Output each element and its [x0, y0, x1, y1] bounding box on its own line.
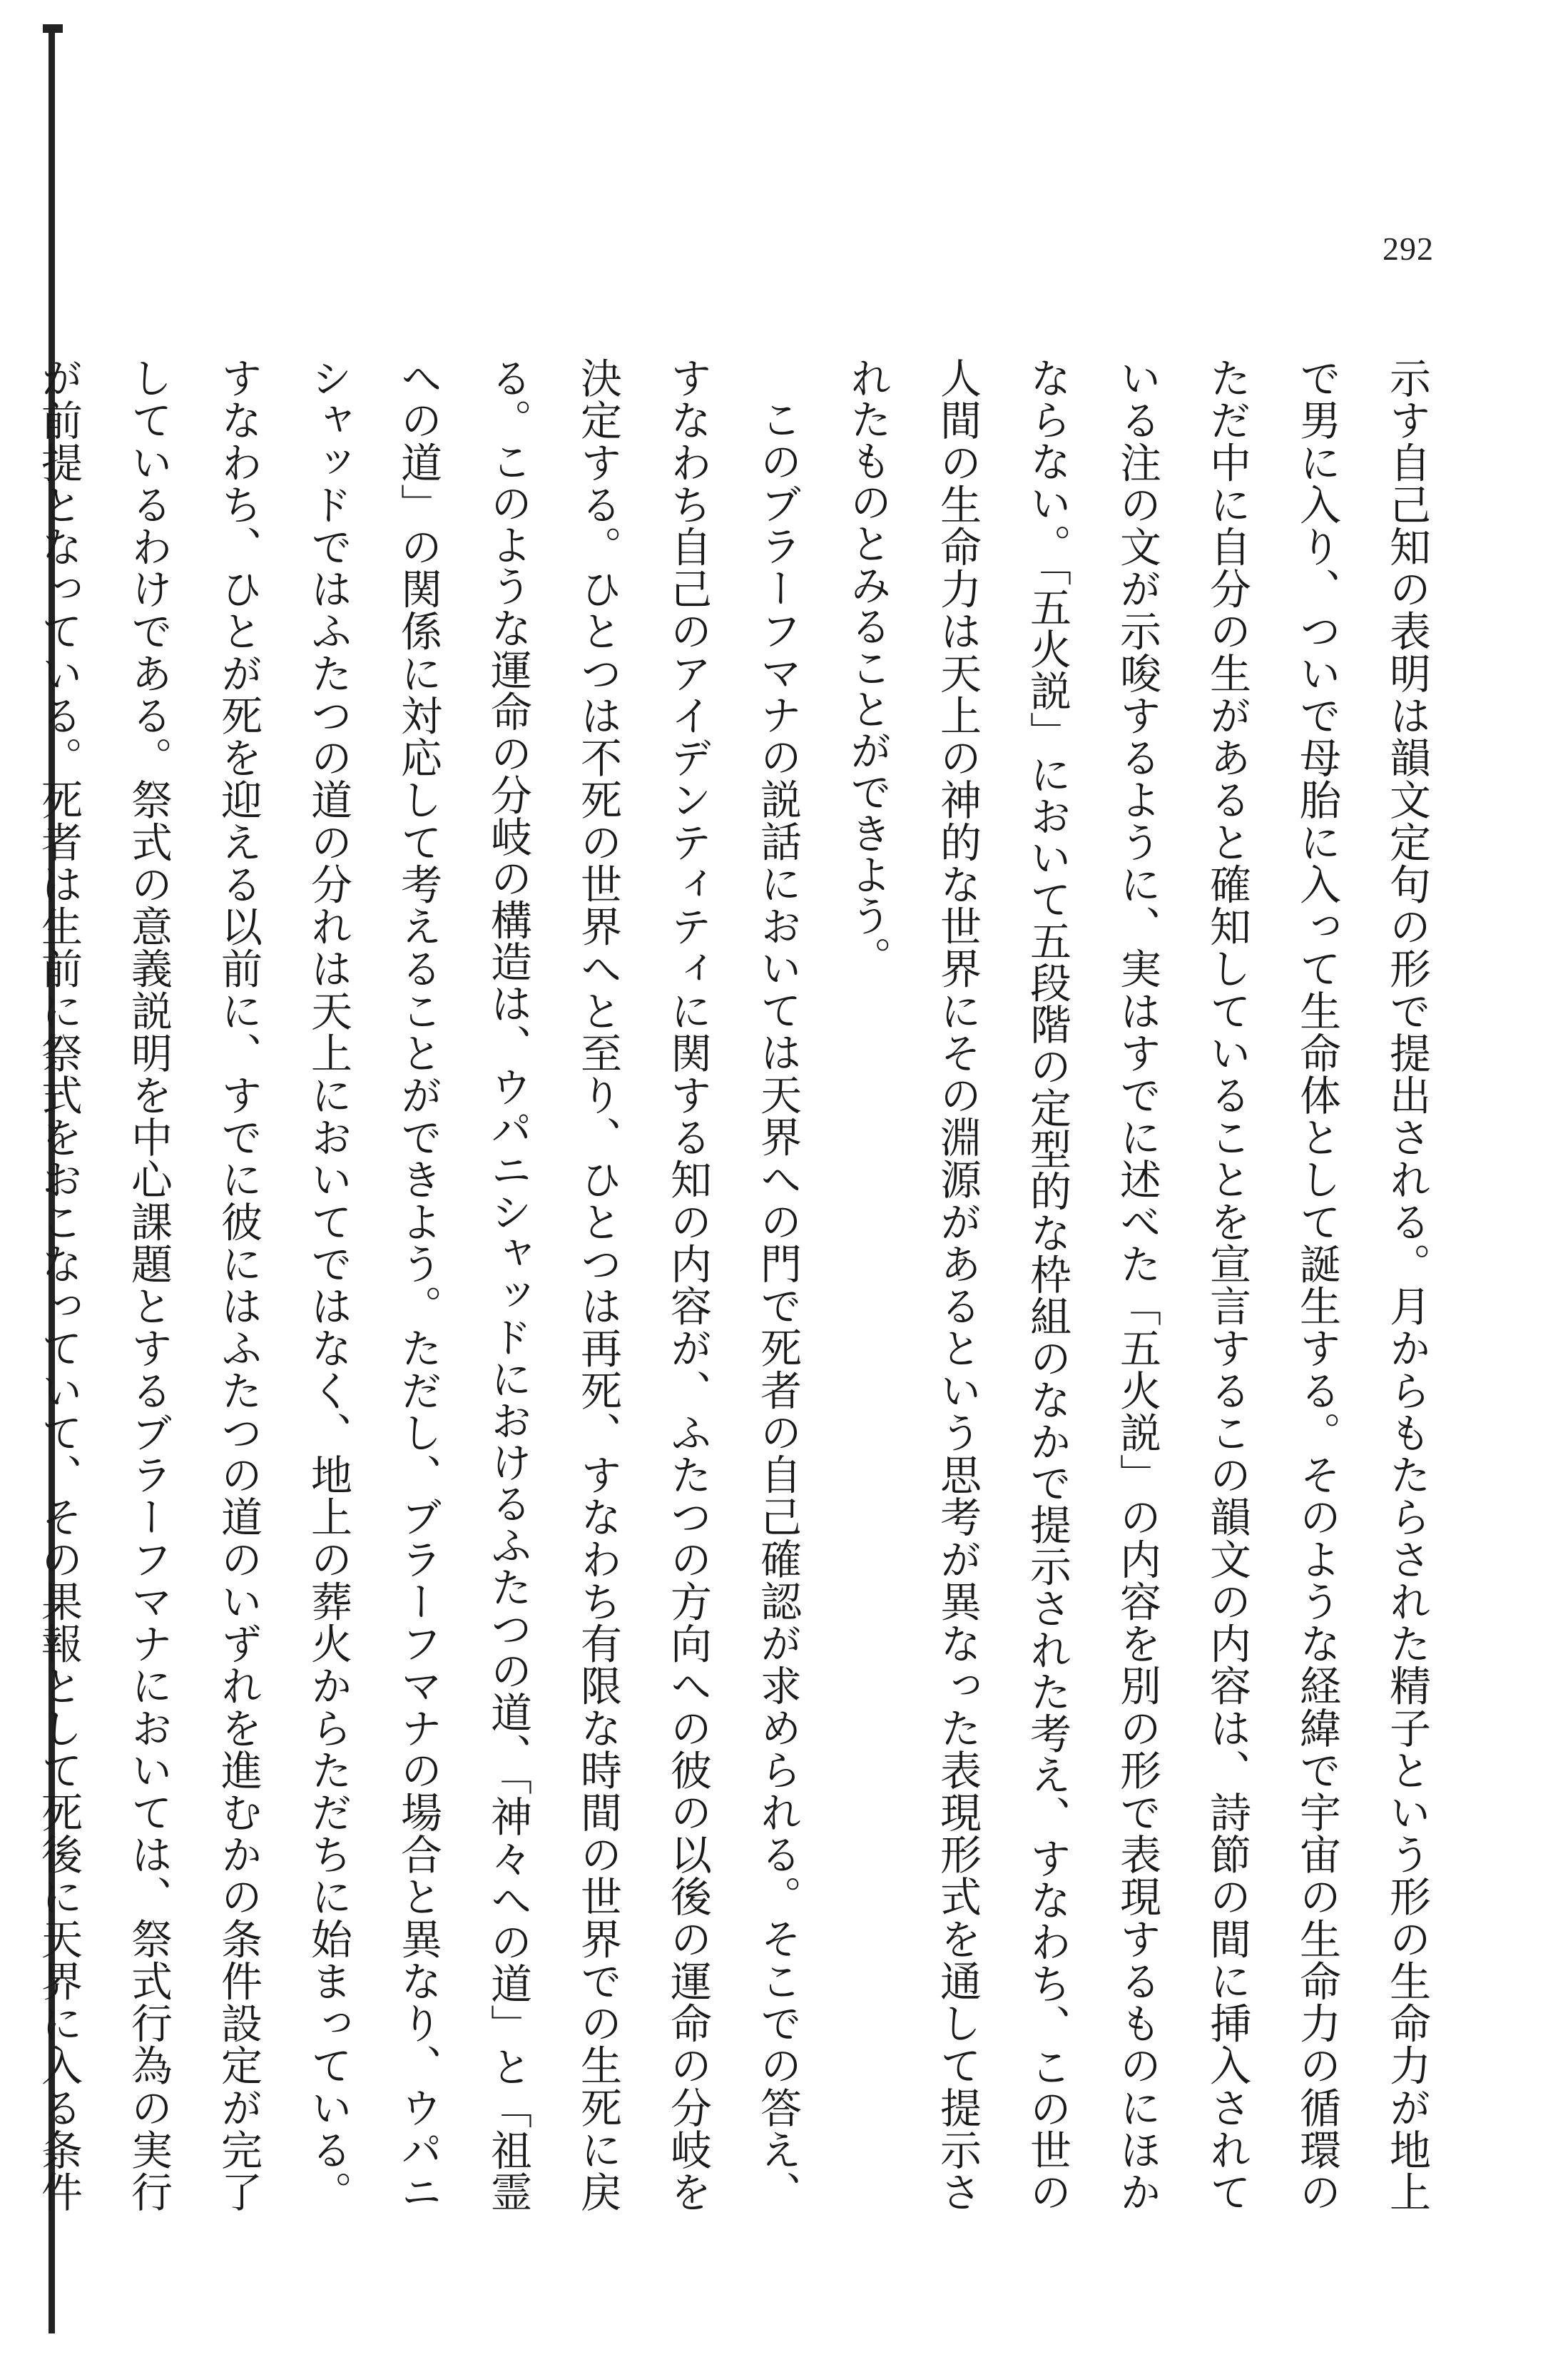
page-number: 292 [1383, 230, 1434, 267]
body-text [34, 357, 1452, 2212]
paragraph-2: このブラーフマナの説話においては天界への門で死者の自己確認が求められる。そこでの答え、すなわち自己のアイデンティティに関する知の内容が、ふたつの方向への彼の以後の運命の分岐を決定する。ひとつは不死の世界へと至り、ひとつは再死、すなわち有限な時間の世界での生死に戻る。このような運命の分岐の構造は、ウパニシャッドにおけるふたつの道、「神々への道」と「祖霊への道」の関係に対応して考えることができよう。ただし、ブラーフマナの場合と異なり、ウパニシャッドではふたつの道の分れは天上においてではなく、地上の葬火からただちに始まっている。すなわち、ひとが死を迎える以前に、すでに彼にはふたつの道のいずれを進むかの条件設定が完了しているわけである。祭式の意義説明を中心課題とするブラーフマナにおいては、祭式行為の実行が前提となっている。死者は生前に祭式をおこなっていて、その果報として死後に天界に入る条件 [34, 357, 802, 2212]
paragraph-1: 示す自己知の表明は韻文定句の形で提出される。月からもたらされた精子という形の生命力が地上で男に入り、ついで母胎に入って生命体として誕生する。そのような経緯で宇宙の生命力の循環のただ中に自分の生があると確知していることを宣言するこの韻文の内容は、詩節の間に挿入されている注の文が示唆するように、実はすでに述べた「五火説」の内容を別の形で表現するものにほかならない。「五火説」において五段階の定型的な枠組のなかで提示された考え、すなわち、この世の人間の生命力は天上の神的な世界にその淵源があるという思考が異なった表現形式を通して提示されたものとみることができよう。 [843, 357, 1431, 2212]
